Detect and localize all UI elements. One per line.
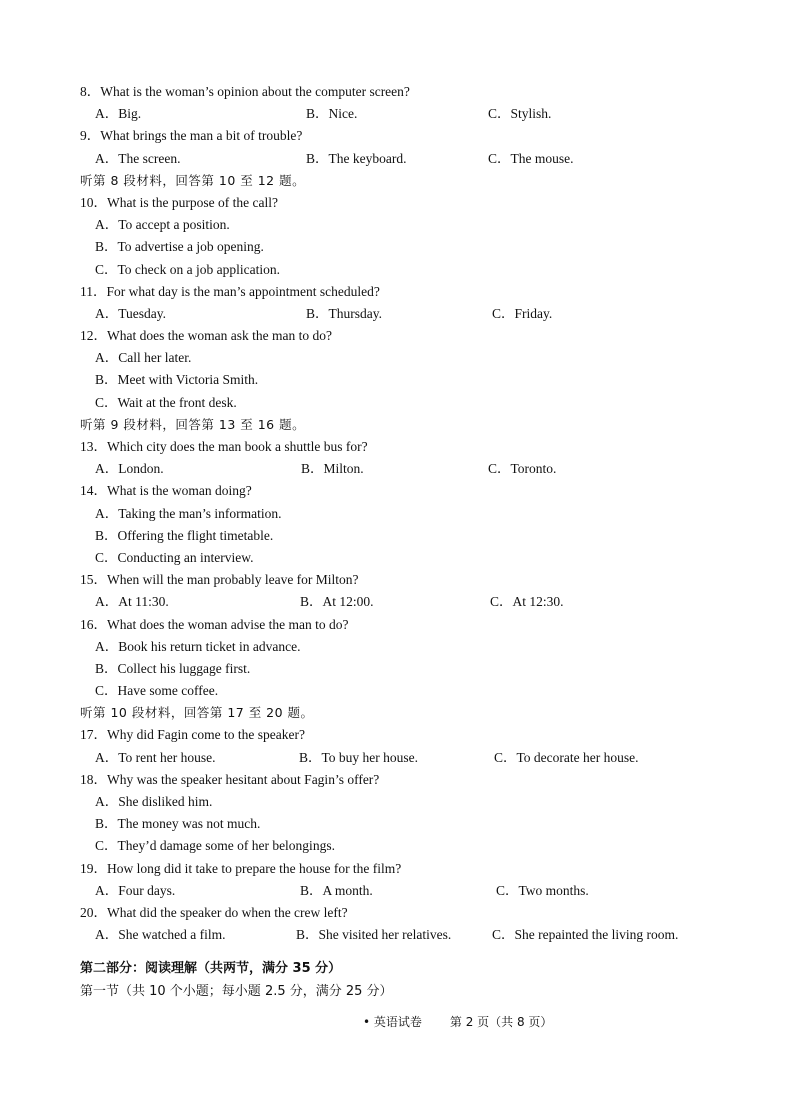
option-b: B．Nice. bbox=[306, 106, 358, 122]
question-stem: 9．What brings the man a bit of trouble? bbox=[80, 128, 303, 144]
option-a: A．Taking the man’s information. bbox=[95, 505, 282, 521]
option-b: B．At 12:00. bbox=[300, 594, 374, 610]
footer-page-number: 第 2 页（共 8 页） bbox=[449, 1015, 553, 1029]
option-a: A．London. bbox=[95, 461, 164, 477]
option-b: B．She visited her relatives. bbox=[296, 927, 452, 943]
option-b: B．Milton. bbox=[301, 461, 364, 477]
option-c: C．Stylish. bbox=[488, 106, 552, 122]
question-stem: 16．What does the woman advise the man to do? bbox=[80, 616, 349, 632]
option-a: A．Call her later. bbox=[95, 350, 192, 366]
option-a: A．To accept a position. bbox=[95, 217, 230, 233]
option-c: C．The mouse. bbox=[488, 150, 574, 166]
question-stem: 10．What is the purpose of the call? bbox=[80, 194, 278, 210]
question-stem: 19．How long did it take to prepare the house for the film? bbox=[80, 860, 402, 876]
option-b: B．To advertise a job opening. bbox=[95, 239, 264, 255]
question-stem: 8．What is the woman’s opinion about the computer screen? bbox=[80, 84, 410, 99]
options-row bbox=[80, 591, 720, 613]
option-a: A．Four days. bbox=[95, 882, 176, 898]
question-stem: 12．What does the woman ask the man to do? bbox=[80, 328, 332, 344]
options-row bbox=[80, 747, 720, 769]
question-stem: 14．What is the woman doing? bbox=[80, 483, 252, 499]
option-b: B．To buy her house. bbox=[299, 749, 419, 765]
option-b: B．The money was not much. bbox=[95, 816, 261, 832]
options-row bbox=[80, 924, 720, 946]
question-stem: 20．What did the speaker do when the crew left? bbox=[80, 904, 348, 920]
option-a: A．Book his return ticket in advance. bbox=[95, 638, 301, 654]
option-b: B．Thursday. bbox=[306, 305, 382, 321]
option-c: C．Friday. bbox=[492, 305, 553, 321]
options-row bbox=[80, 880, 720, 902]
part-two-title: 第二部分：阅读理解（共两节，满分 35 分） bbox=[80, 961, 342, 977]
option-c: C．Have some coffee. bbox=[95, 683, 219, 699]
listening-section-10: 听第 10 段材料，回答第 17 至 20 题。 bbox=[80, 705, 314, 721]
options-row bbox=[80, 303, 720, 325]
option-c: C．Two months. bbox=[496, 882, 589, 898]
question-stem: 13．Which city does the man book a shuttle bus for? bbox=[80, 439, 368, 454]
question-stem: 15．When will the man probably leave for Milton? bbox=[80, 572, 359, 588]
option-b: B．The keyboard. bbox=[306, 150, 407, 166]
option-a: A．She watched a film. bbox=[95, 927, 226, 943]
section-one-title: 第一节（共 10 个小题；每小题 2.5 分，满分 25 分） bbox=[80, 983, 393, 999]
option-c: C．To check on a job application. bbox=[95, 261, 281, 277]
option-a: A．At 11:30. bbox=[95, 594, 169, 610]
question-stem: 18．Why was the speaker hesitant about Fagin’s offer? bbox=[80, 771, 380, 787]
option-b: B．A month. bbox=[300, 882, 373, 898]
options-row bbox=[80, 148, 720, 170]
options-row bbox=[80, 103, 720, 125]
option-a: A．She disliked him. bbox=[95, 794, 213, 809]
option-a: A．Big. bbox=[95, 106, 142, 122]
page-footer bbox=[363, 1013, 580, 1030]
option-b: B．Meet with Victoria Smith. bbox=[95, 372, 259, 388]
option-c: C．To decorate her house. bbox=[494, 749, 639, 765]
question-stem: 17．Why did Fagin come to the speaker? bbox=[80, 727, 305, 743]
option-c: C．They’d damage some of her belongings. bbox=[95, 838, 335, 854]
exam-page bbox=[80, 81, 720, 1003]
listening-section-9: 听第 9 段材料，回答第 13 至 16 题。 bbox=[80, 416, 306, 432]
option-b: B．Offering the flight timetable. bbox=[95, 527, 274, 543]
option-a: A．To rent her house. bbox=[95, 749, 216, 765]
option-c: C．At 12:30. bbox=[490, 594, 564, 610]
option-a: A．The screen. bbox=[95, 150, 181, 166]
question-stem: 11．For what day is the man’s appointment scheduled? bbox=[80, 283, 380, 299]
footer-subject: • 英语试卷 bbox=[363, 1015, 422, 1029]
option-c: C．Wait at the front desk. bbox=[95, 394, 237, 410]
option-a: A．Tuesday. bbox=[95, 305, 167, 321]
option-c: C．Toronto. bbox=[488, 461, 557, 477]
option-c: C．Conducting an interview. bbox=[95, 549, 254, 565]
option-b: B．Collect his luggage first. bbox=[95, 660, 251, 676]
option-c: C．She repainted the living room. bbox=[492, 927, 679, 943]
listening-section-8: 听第 8 段材料，回答第 10 至 12 题。 bbox=[80, 172, 306, 188]
options-row bbox=[80, 458, 720, 480]
